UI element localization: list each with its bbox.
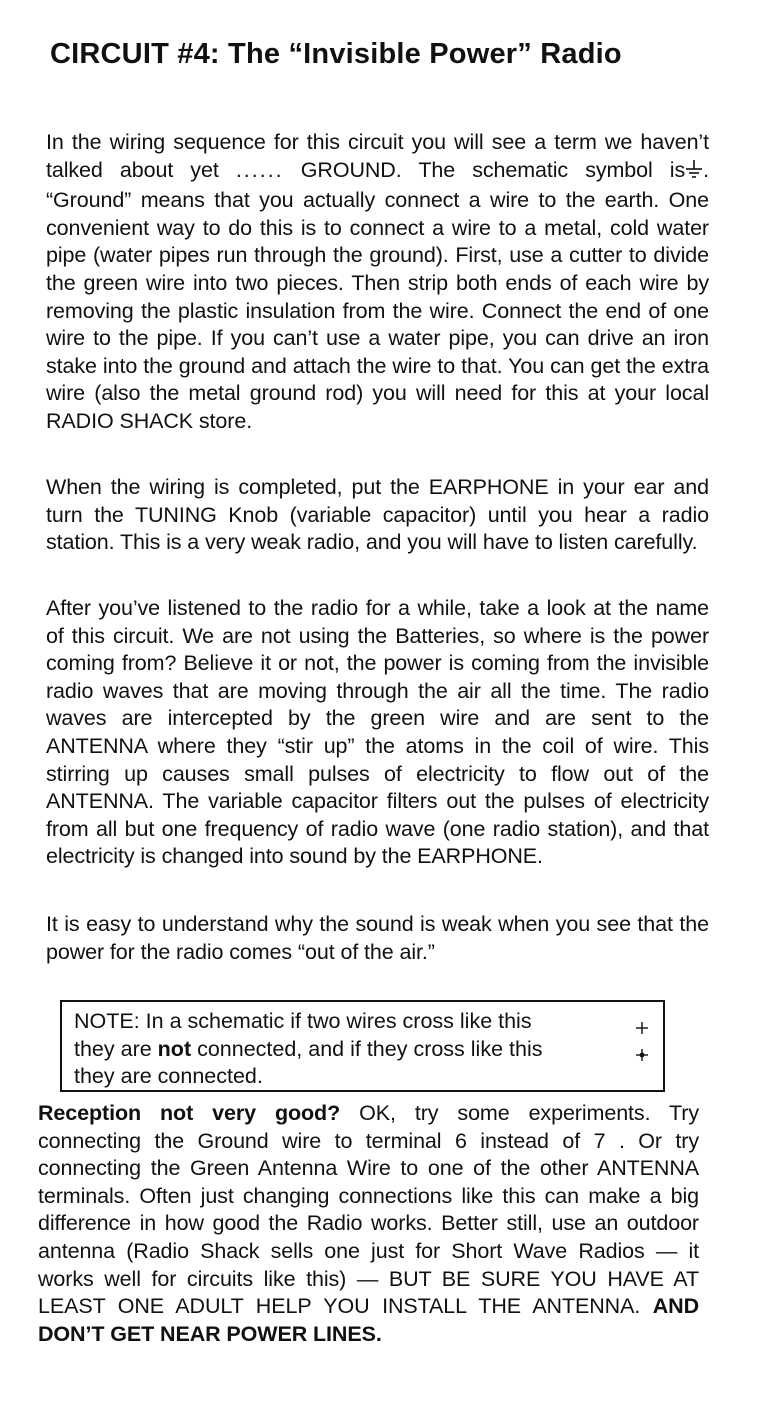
note-line-2-text [74, 1036, 542, 1064]
paragraph-ground [46, 129, 709, 436]
paragraph-ground-rest: . “Ground” means that you actually connect a wire to the earth. One convenient way to do this is to connect a wire to a metal, cold water pipe (water pipes run through the ground). First, use a cutter to divide the green wire into two pieces. Then strip both ends of each wire by removing the plastic insulation from the wire. Connect the end of one wire to the pipe. If you can’t use a water pipe, you can drive an iron stake into the ground and attach the wire to that. You can get the extra wire (also the metal ground rod) you will need for this at your local RADIO SHACK store. [46, 157, 710, 433]
paragraph-wiring-completed: When the wiring is completed, put the EARPHONE in your ear and turn the TUNING Knob (variable capacitor) until you hear a radio station. This is a very weak radio, and you will have to listen carefully. [46, 475, 709, 555]
paragraph-reception [38, 1100, 699, 1348]
reception-text-part1: OK, try some experiments. Try connecting the Ground wire to terminal 6 instead of [38, 1101, 700, 1153]
note-line-1-text: NOTE: In a schematic if two wires cross like this [74, 1009, 532, 1033]
unconnected-cross-icon [635, 1015, 649, 1029]
note-line-2-start: they are [74, 1036, 152, 1061]
paragraph-ground-intro: In the wiring sequence for this circuit you will see a term we haven’t talked about yet [46, 130, 709, 182]
paragraph-invisible-power: After you’ve listened to the radio for a while, take a look at the name of this circuit. We are not using the Batteries, so where is the power coming from? Believe it or not, the power is coming from the invisible radio waves that are moving through the air all the time. The radio waves are intercepted by the green wire and are sent to the ANTENNA where they “stir up” the atoms in the coil of wire. This stirring up causes small pulses of electricity to flow out of the ANTENNA. The variable capacitor filters out the pulses of electricity from all but one frequency of radio wave (one radio station), and that electricity is changed into sound by the EARPHONE. [46, 596, 709, 869]
terminal-number: 7 [593, 1128, 606, 1153]
note-line-3-text: they are connected. [74, 1064, 263, 1089]
ground-term: GROUND. The schematic symbol is [300, 157, 686, 182]
note-line-2 [74, 1036, 651, 1064]
page-title: CIRCUIT #4: The “Invisible Power” Radio [50, 38, 622, 70]
reception-heading: Reception not very good? [38, 1101, 341, 1125]
ellipsis-dots: ...... [235, 157, 284, 182]
connected-junction-icon [635, 1042, 649, 1056]
note-line-2-bold: not [157, 1036, 192, 1061]
note-line-3 [74, 1063, 651, 1091]
power-lines-warning: AND DON’T GET NEAR POWER LINES. [38, 1294, 700, 1346]
reception-text-part2: . Or try connecting the Green Antenna Wire to one of the other ANTENNA terminals. Often just changing connections like this can make a big difference in how good the Radio works. Better still, use an outdoor antenna (Radio Shack sells one just for Short Wave Radios — it works well for circuits like this) — BUT BE SURE YOU HAVE AT LEAST ONE ADULT HELP YOU INSTALL THE ANTENNA. [38, 1128, 700, 1319]
paragraph-weak-sound: It is easy to understand why the sound is weak when you see that the power for the radio comes “out of the air.” [46, 912, 709, 964]
note-line-2-end: connected, and if they cross like this [197, 1036, 543, 1061]
note-line-1 [74, 1008, 651, 1036]
ground-symbol-icon [686, 160, 702, 188]
note-box [60, 1000, 665, 1092]
